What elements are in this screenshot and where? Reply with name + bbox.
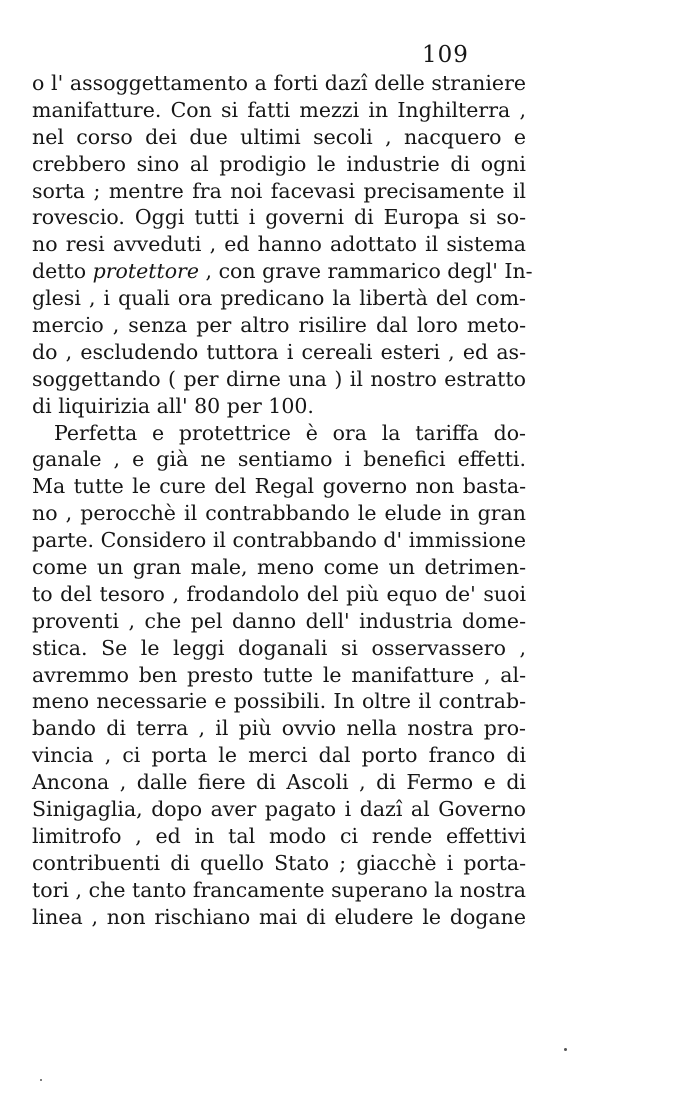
text-line: glesi , i quali ora predicano la libertà del com- [32, 286, 526, 311]
paper-speck [564, 1048, 567, 1051]
text-line: parte. Considero il contrabbando d' immissione [32, 528, 526, 553]
text-line: Ma tutte le cure del Regal governo non basta- [32, 474, 526, 499]
text-line: sorta ; mentre fra noi facevasi precisamente il [32, 178, 526, 203]
text-line: linea , non rischiano mai di eludere le dogane [32, 904, 526, 929]
text-line: bando di terra , il più ovvio nella nostra pro- [32, 716, 526, 741]
text-line: nel corso dei due ultimi secoli , nacquero e [32, 124, 526, 149]
text-line: do , escludendo tuttora i cereali esteri , ed as- [32, 339, 526, 364]
text-line: rovescio. Oggi tutti i governi di Europa si so- [32, 205, 526, 230]
page-number: 109 [422, 42, 469, 68]
text-line: come un gran male, meno come un detrimen- [32, 555, 526, 580]
text-line: manifatture. Con si fatti mezzi in Inghilterra , [32, 97, 526, 122]
text-line: ganale , e già ne sentiamo i benefici effetti. [32, 447, 526, 472]
text-line: Ancona , dalle fiere di Ascoli , di Fermo e di [32, 770, 526, 795]
italic-term: protettore [92, 259, 199, 284]
text-line [32, 258, 533, 285]
text-line: mercio , senza per altro risilire dal loro meto- [32, 313, 526, 338]
body-text [32, 70, 533, 931]
text-segment: detto [32, 259, 87, 284]
text-line: avremmo ben presto tutte le manifatture , al- [32, 662, 526, 687]
paragraph-start-line: Perfetta e protettrice è ora la tariffa do- [54, 420, 526, 445]
text-line: o l' assoggettamento a forti dazî delle straniere [32, 71, 526, 95]
text-line: soggettando ( per dirne una ) il nostro estratto [32, 366, 526, 391]
text-line: di liquirizia all' 80 per 100. [32, 393, 314, 418]
text-line: meno necessarie e possibili. In oltre il contrab- [32, 689, 526, 714]
text-line: stica. Se le leggi doganali si osservassero , [32, 635, 526, 660]
text-line: no , perocchè il contrabbando le elude in gran [32, 501, 526, 526]
text-line: tori , che tanto francamente superano la nostra [32, 877, 526, 902]
text-line: proventi , che pel danno dell' industria dome- [32, 608, 526, 633]
text-line: to del tesoro , frodandolo del più equo de' suoi [32, 581, 526, 606]
text-line: vincia , ci porta le merci dal porto franco di [32, 743, 526, 768]
text-line: contribuenti di quello Stato ; giacchè i porta- [32, 850, 526, 875]
text-line: limitrofo , ed in tal modo ci rende effettivi [32, 823, 526, 848]
text-line: crebbero sino al prodigio le industrie di ogni [32, 151, 526, 176]
text-segment: , con grave rammarico degl' In- [205, 259, 533, 284]
text-line: Sinigaglia, dopo aver pagato i dazî al Governo [32, 797, 526, 822]
text-line: no resi avveduti , ed hanno adottato il sistema [32, 232, 526, 257]
paper-speck [40, 1079, 42, 1081]
